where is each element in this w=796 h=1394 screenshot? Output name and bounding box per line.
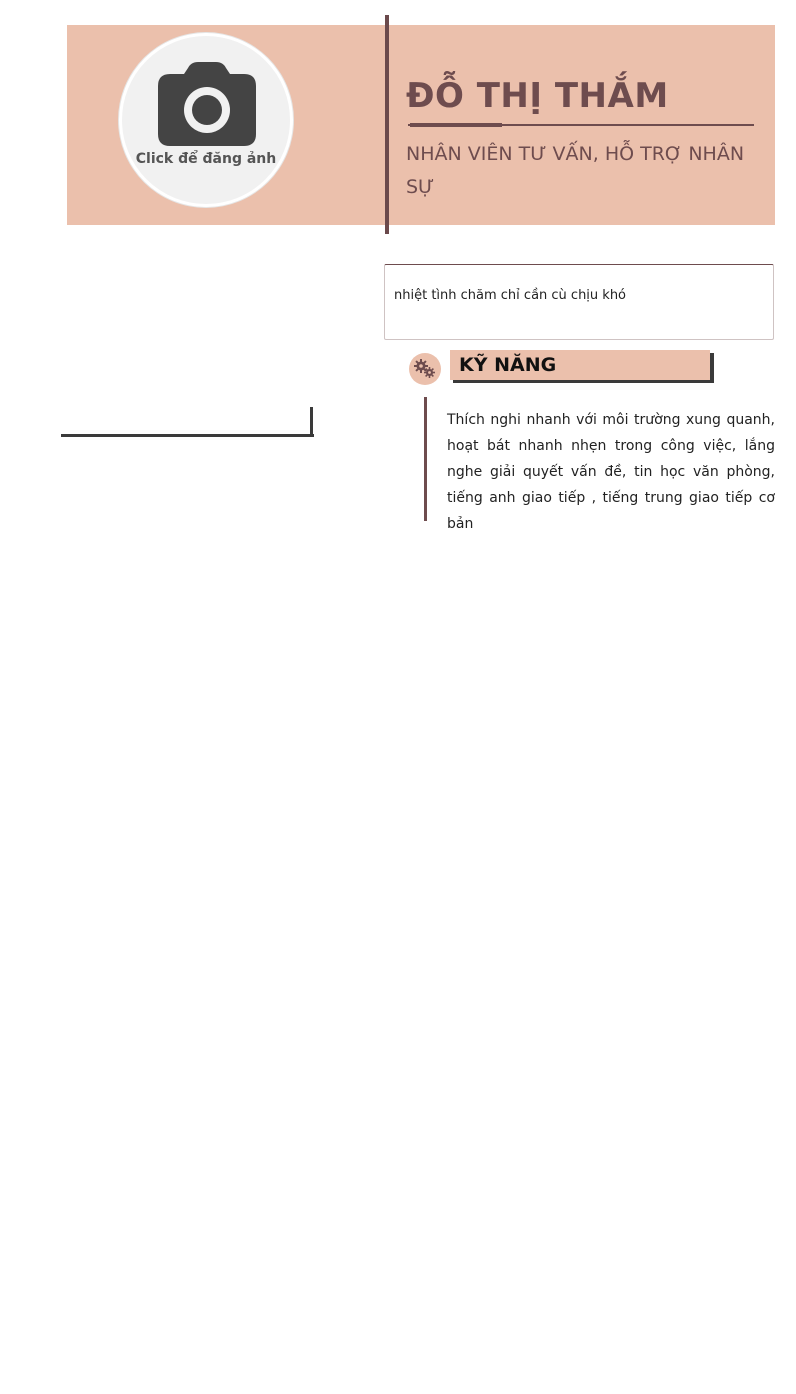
skills-bar [424,397,427,521]
name-underline-accent [410,123,502,127]
skills-title: KỸ NĂNG [459,354,557,376]
header-divider [385,15,389,234]
job-title: NHÂN VIÊN TƯ VẤN, HỖ TRỢ NHÂN SỰ [406,143,745,198]
photo-caption[interactable]: Click để đăng ảnh [135,151,277,167]
left-bracket-vertical [310,407,313,437]
objective-text[interactable]: nhiệt tình chăm chỉ cần cù chịu khó [394,288,627,303]
candidate-name: ĐỖ THỊ THẮM [406,76,669,116]
left-bracket-horizontal [61,434,314,437]
camera-icon[interactable] [158,62,256,146]
skills-icon-badge [409,353,441,385]
skills-text[interactable]: Thích nghi nhanh với môi trường xung quanh, hoạt bát nhanh nhẹn trong công việc, lắng nghe giải quyết vấn đề, tin học văn phòng, tiếng anh giao tiếp , tiếng trung giao tiếp cơ bản [447,412,775,532]
gears-icon [413,358,437,380]
